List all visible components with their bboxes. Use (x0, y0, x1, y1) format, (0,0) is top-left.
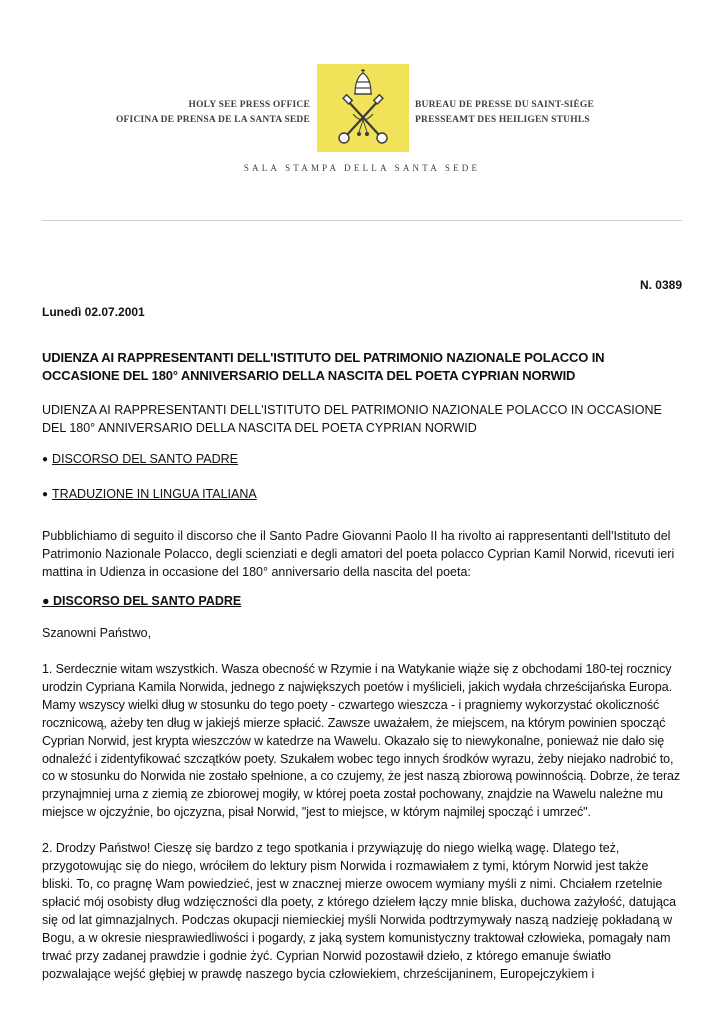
masthead-left-names (116, 98, 310, 128)
section-heading-anchor[interactable]: ● DISCORSO DEL SANTO PADRE (42, 594, 242, 608)
press-office-masthead (0, 0, 724, 230)
masthead-right-line-2: PRESSEAMT DES HEILIGEN STUHLS (415, 115, 590, 125)
link-item-discorso (42, 451, 682, 468)
discorso-link[interactable]: DISCORSO DEL SANTO PADRE (52, 452, 238, 466)
bullet-icon: ● (42, 454, 49, 465)
header-divider (42, 220, 682, 221)
holy-see-emblem (317, 64, 409, 152)
bulletin-subtitle: UDIENZA AI RAPPRESENTANTI DELL'ISTITUTO DEL PATRIMONIO NAZIONALE POLACCO IN OCCASIONE DEL 180° ANNIVERSARIO DELLA NASCITA DEL POETA CYPRIAN NORWID (42, 403, 662, 435)
speech-paragraph-2: 2. Drodzy Państwo! Cieszę się bardzo z tego spotkania i przywiązuję do niego wielką wagę. Dlatego też, przygotowując się do niego, wróciłem do lektury pism Norwida i rozmawiałem z tymi, którym Norwid jest także bliski. To, co pragnę Wam powiedzieć, jest w znacznej mierze owocem wymiany myśli z nimi. Chciałem rzetelnie spłacić mój osobisty dług wdzięczności dla poety, z którego dziełem łączy mnie bliska, duchowa zażyłość, datująca się od lat gimnazjalnych. Podczas okupacji niemieckiej myśli Norwida podtrzymywały naszą nadzieję pokładaną w Bogu, a w okresie niesprawiedliwości i pogardy, z jaką system komunistyczny traktował człowieka, pomagały nam trwać przy zadanej prawdzie i godnie żyć. Cyprian Norwid pozostawił dzieło, z którego emanuje światło pozwalające wejść głębiej w prawdę naszego bycia człowiekiem, chrześcijaninem, Europejczykiem i (42, 841, 677, 981)
bulletin-date: Lunedì 02.07.2001 (42, 305, 145, 319)
bulletin-title: UDIENZA AI RAPPRESENTANTI DELL'ISTITUTO DEL PATRIMONIO NAZIONALE POLACCO IN OCCASIONE DEL 180° ANNIVERSARIO DELLA NASCITA DEL POETA CYPRIAN NORWID (42, 350, 605, 383)
link-item-traduzione (42, 486, 682, 503)
speech-paragraph-1: 1. Serdecznie witam wszystkich. Wasza obecność w Rzymie i na Watykanie wiąże się z obchodami 180-tej rocznicy urodzin Cypriana Kamila Norwida, jednego z największych poetów i myślicieli, jakich wydała chrześcijańska Europa. Mamy wszyscy wielki dług w stosunku do tego poety - czwartego wieszcza - i pragniemy wykorzystać okoliczność rocznicową, ażeby ten dług w jakiejś mierze spłacić. Zawsze uważałem, że miejscem, na którym powinien spocząć Cyprian Norwid, jest krypta wieszczów w katedrze na Wawelu. Okazało się to niewykonalne, ponieważ nie dało się odnaleźć i zidentyfikować szczątków poety. Szukałem wobec tego innych środków wyrazu, żeby niejako nadrobić to, co w stosunku do Norwida nie zostało spełnione, a co czujemy, że jest naszą zbiorową powinnością. Dobrze, że teraz przynajmniej urna z ziemią ze zbiorowej mogiły, w której poeta został pochowany, znajdzie na Wawelu należne mu miejsce w ojczyźnie, bo ojczyzna, pisał Norwid, "jest to miejsce, w którym najmilej spocząć i umrzeć". (42, 662, 681, 820)
salutation: Szanowni Państwo, (42, 626, 152, 640)
section-heading-discorso (42, 593, 682, 609)
papal-keys-tiara-icon (317, 64, 409, 152)
bullet-icon: ● (42, 489, 49, 500)
intro-paragraph: Pubblichiamo di seguito il discorso che il Santo Padre Giovanni Paolo II ha rivolto ai rappresentanti dell'Istituto del Patrimonio Nazionale Polacco, degli scienziati e degli amatori del poeta polacco Cyprian Kamil Norwid, ricevuti ieri mattina in Udienza in occasione del 180° anniversario della nascita del poeta: (42, 529, 675, 579)
bulletin-content (42, 278, 682, 983)
traduzione-link[interactable]: TRADUZIONE IN LINGUA ITALIANA (52, 487, 257, 501)
masthead-right-names (415, 98, 594, 128)
sala-stampa-subtitle: SALA STAMPA DELLA SANTA SEDE (243, 163, 481, 173)
bulletin-number: N. 0389 (639, 278, 682, 292)
masthead-right-line-1: BUREAU DE PRESSE DU SAINT-SIÈGE (415, 100, 595, 110)
masthead-left-line-1: HOLY SEE PRESS OFFICE (188, 100, 310, 110)
masthead-left-line-2: OFICINA DE PRENSA DE LA SANTA SEDE (115, 115, 310, 125)
